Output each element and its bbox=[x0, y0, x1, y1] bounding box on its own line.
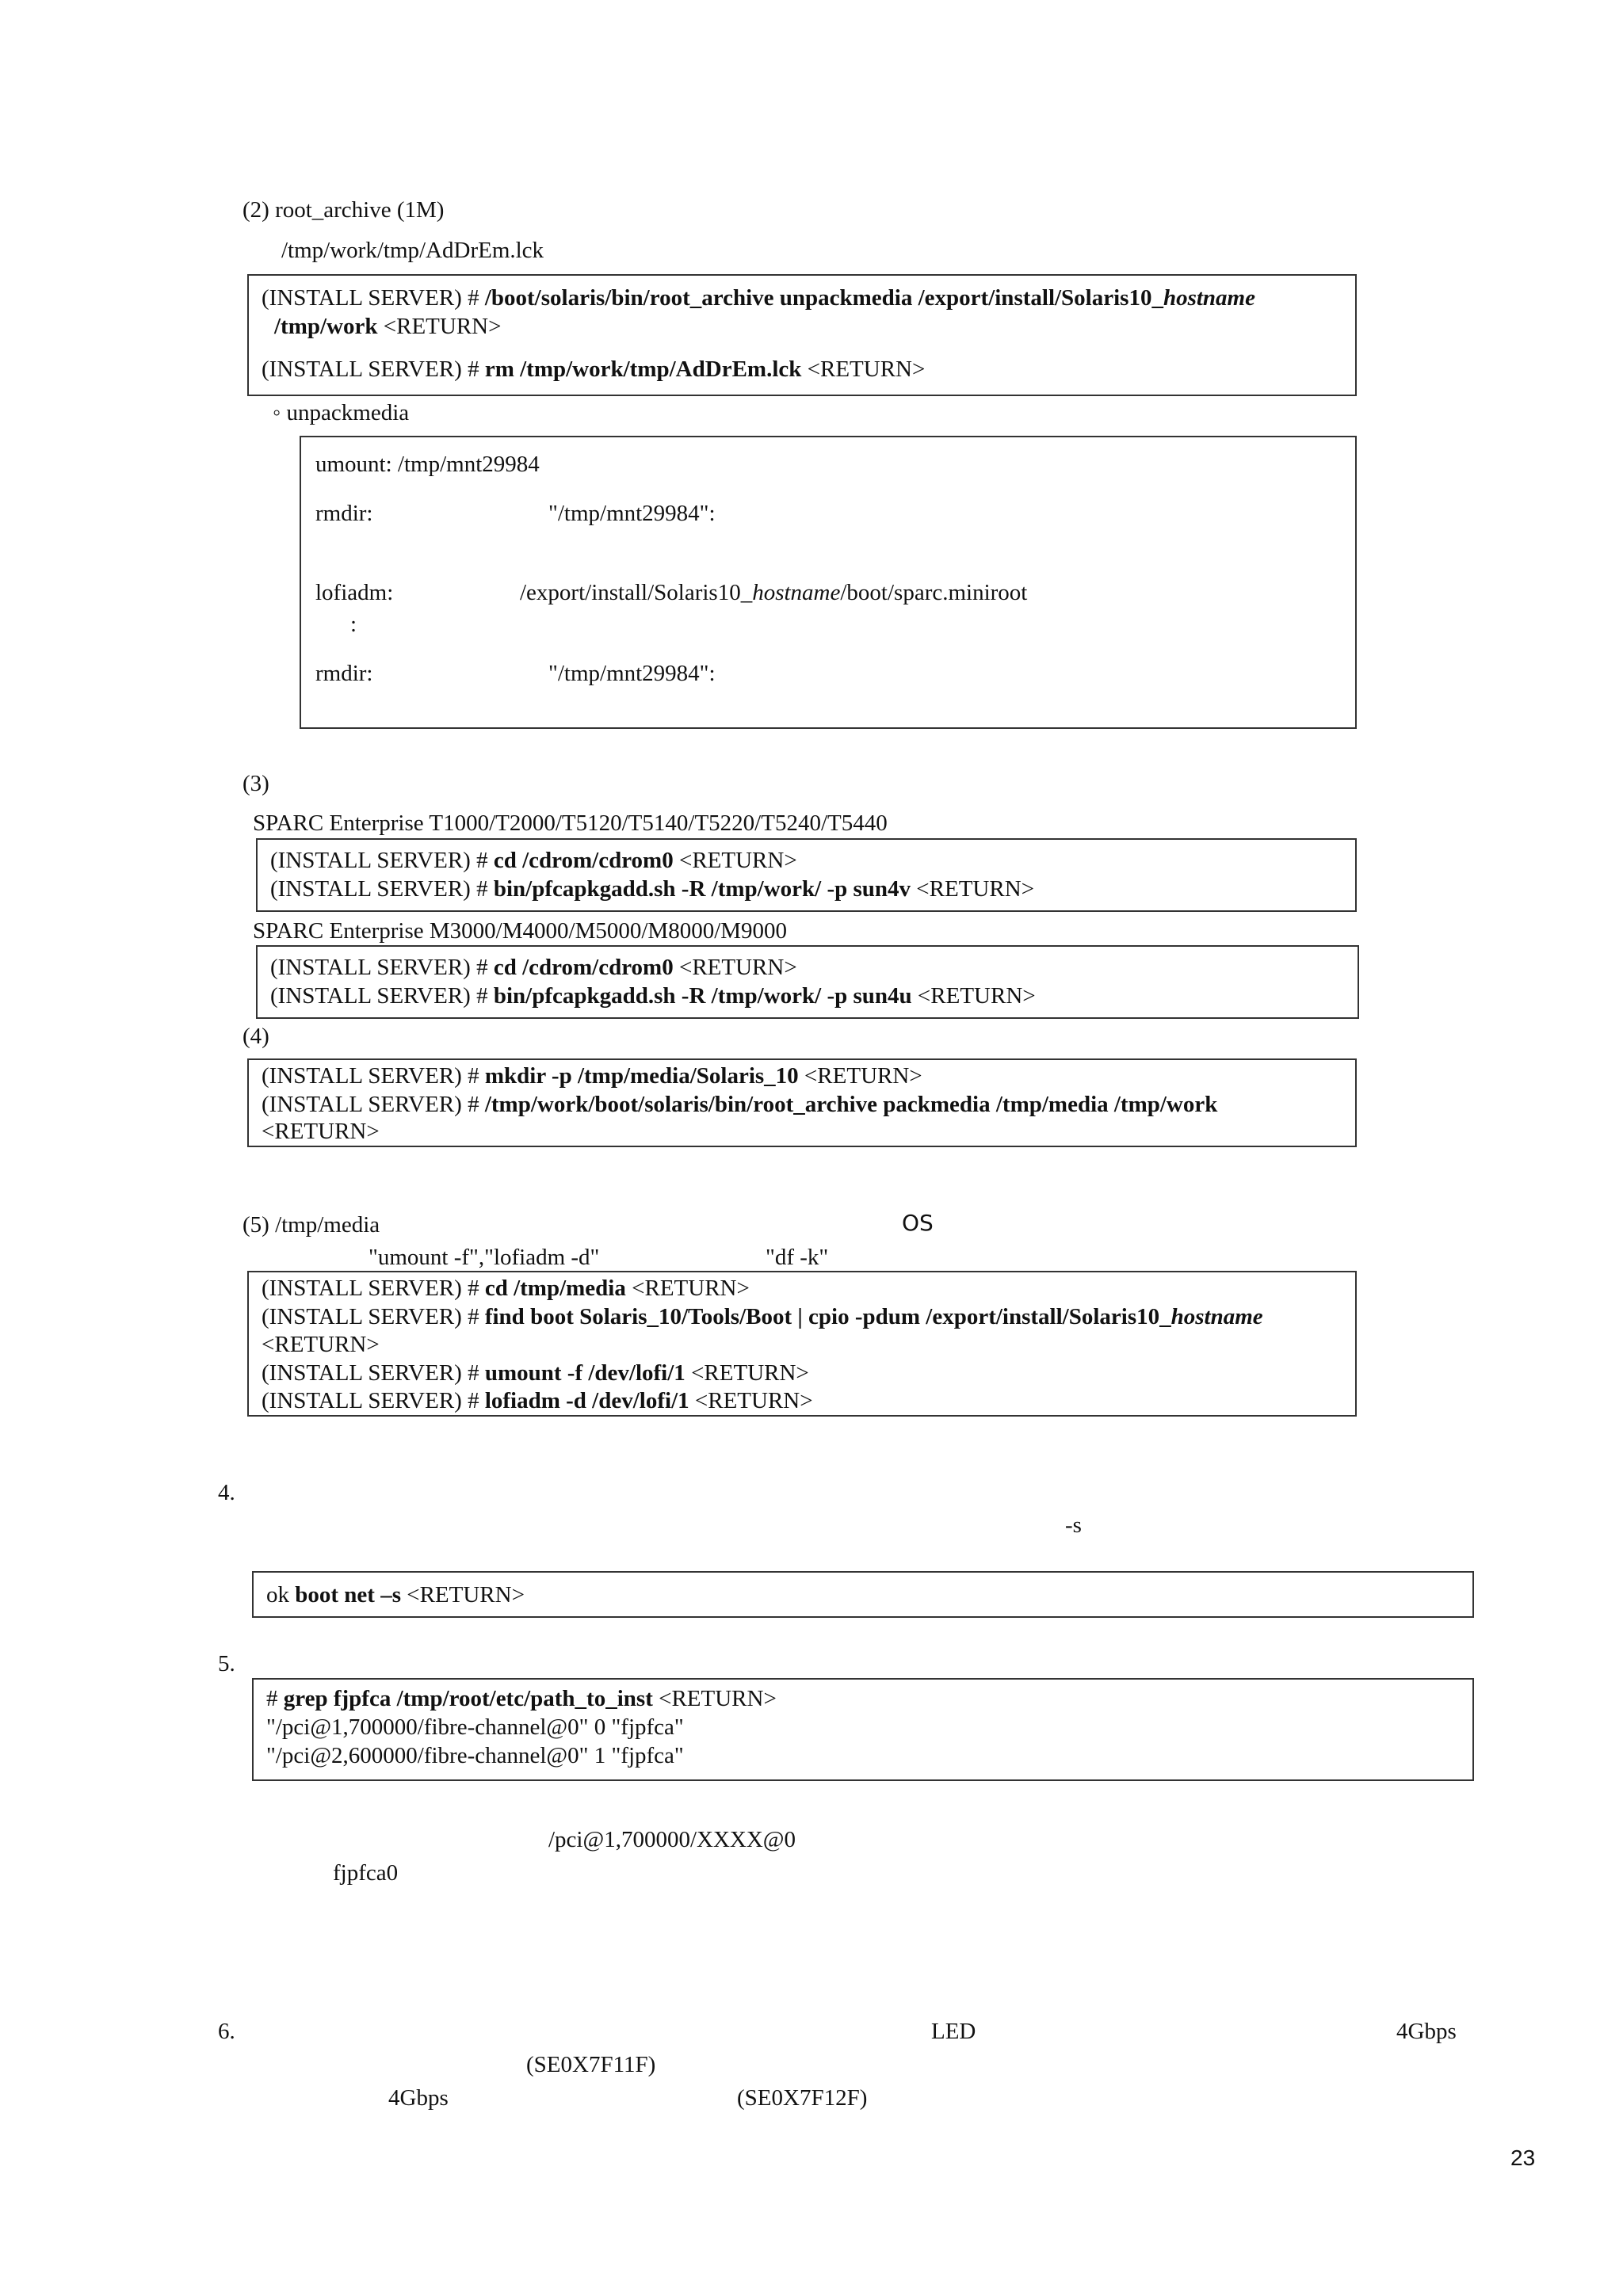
prompt: (INSTALL SERVER) # bbox=[262, 285, 485, 311]
command-line: (INSTALL SERVER) # cd /cdrom/cdrom0 <RETURN> bbox=[270, 955, 797, 980]
unpack-command-box bbox=[247, 274, 1357, 396]
command: rm /tmp/work/tmp/AdDrEm.lck bbox=[484, 357, 802, 382]
command: find boot Solaris_10/Tools/Boot | cpio -pdum /export/install/Solaris10_ bbox=[484, 1304, 1171, 1329]
output-value: /export/install/Solaris10_hostname/boot/sparc.miniroot bbox=[520, 580, 1028, 605]
prompt: (INSTALL SERVER) # bbox=[262, 357, 485, 382]
t-series-command-box bbox=[256, 838, 1357, 912]
command: umount -f /dev/lofi/1 bbox=[484, 1360, 685, 1386]
command-line: (INSTALL SERVER) # lofiadm -d /dev/lofi/1 <RETURN> bbox=[262, 1388, 813, 1413]
command: /tmp/work bbox=[274, 314, 378, 339]
command-line: (INSTALL SERVER) # bin/pfcapkgadd.sh -R /tmp/work/ -p sun4v <RETURN> bbox=[270, 876, 1035, 902]
section-2-heading: (2) root_archive (1M) bbox=[242, 197, 445, 223]
section-3-heading: (3) bbox=[242, 771, 269, 796]
command: cd /cdrom/cdrom0 bbox=[493, 848, 674, 873]
hostname-var: hostname bbox=[1170, 1304, 1263, 1329]
instance-name: fjpfca0 bbox=[333, 1860, 399, 1886]
m-series-command-box bbox=[256, 945, 1359, 1019]
umount-note: "umount -f","lofiadm -d" bbox=[369, 1245, 600, 1270]
part-number-2: (SE0X7F12F) bbox=[737, 2085, 868, 2111]
output-line: "/pci@2,600000/fibre-channel@0" 1 "fjpfca" bbox=[266, 1743, 684, 1768]
hostname-var: hostname bbox=[1163, 285, 1255, 311]
command: boot net –s bbox=[295, 1582, 401, 1608]
output-value: "/tmp/mnt29984": bbox=[548, 501, 716, 526]
t-series-label: SPARC Enterprise T1000/T2000/T5120/T5140/T5220/T5240/T5440 bbox=[253, 810, 888, 836]
section-4-heading: (4) bbox=[242, 1024, 269, 1049]
command-line: (INSTALL SERVER) # cd /cdrom/cdrom0 <RETURN> bbox=[270, 848, 797, 873]
output-label: lofiadm: bbox=[315, 580, 394, 605]
command-line: # grep fjpfca /tmp/root/etc/path_to_inst <RETURN> bbox=[266, 1686, 777, 1711]
command-line: (INSTALL SERVER) # /tmp/work/boot/solaris/bin/root_archive packmedia /tmp/media /tmp/work bbox=[262, 1092, 1218, 1117]
grep-command-box bbox=[252, 1678, 1474, 1781]
command: bin/pfcapkgadd.sh -R /tmp/work/ -p sun4v bbox=[493, 876, 911, 902]
command: bin/pfcapkgadd.sh -R /tmp/work/ -p sun4u bbox=[493, 983, 912, 1009]
unpackmedia-bullet: ◦ unpackmedia bbox=[273, 400, 410, 425]
unpack-output-box bbox=[300, 436, 1357, 729]
m-series-label: SPARC Enterprise M3000/M4000/M5000/M8000/M9000 bbox=[253, 918, 788, 944]
copy-boot-command-box bbox=[247, 1271, 1357, 1417]
hostname-var: hostname bbox=[752, 580, 841, 605]
device-path: /pci@1,700000/XXXX@0 bbox=[548, 1827, 796, 1852]
command: cd /cdrom/cdrom0 bbox=[493, 955, 674, 980]
page-number: 23 bbox=[1510, 2145, 1536, 2170]
output-line: "/pci@1,700000/fibre-channel@0" 0 "fjpfca" bbox=[266, 1714, 684, 1740]
command: /tmp/work/boot/solaris/bin/root_archive packmedia /tmp/media /tmp/work bbox=[484, 1092, 1218, 1117]
command-line: ok boot net –s <RETURN> bbox=[266, 1582, 525, 1608]
os-label: OS bbox=[902, 1210, 934, 1236]
command: lofiadm -d /dev/lofi/1 bbox=[484, 1388, 689, 1413]
return-key: <RETURN> bbox=[377, 314, 502, 339]
part-number-1: (SE0X7F11F) bbox=[526, 2052, 656, 2077]
command-line: (INSTALL SERVER) # cd /tmp/media <RETURN> bbox=[262, 1276, 750, 1301]
step-6-number: 6. bbox=[218, 2019, 235, 2044]
lock-file-path: /tmp/work/tmp/AdDrEm.lck bbox=[281, 238, 544, 263]
output-line: : bbox=[350, 612, 357, 637]
gbps-label-1: 4Gbps bbox=[1396, 2019, 1457, 2044]
command-line bbox=[262, 355, 925, 383]
section-5-heading: (5) /tmp/media bbox=[242, 1212, 380, 1238]
command-line bbox=[274, 312, 501, 341]
boot-net-command-box bbox=[252, 1571, 1474, 1618]
output-label: rmdir: bbox=[315, 661, 373, 686]
df-note: "df -k" bbox=[766, 1245, 829, 1270]
command-line: <RETURN> bbox=[262, 1332, 380, 1357]
command-line: <RETURN> bbox=[262, 1119, 380, 1144]
gbps-label-2: 4Gbps bbox=[388, 2085, 449, 2111]
single-user-flag: -s bbox=[1065, 1512, 1082, 1538]
command-line: (INSTALL SERVER) # find boot Solaris_10/Tools/Boot | cpio -pdum /export/install/Solaris10_hostname bbox=[262, 1304, 1263, 1329]
command: /boot/solaris/bin/root_archive unpackmedia /export/install/Solaris10_ bbox=[484, 285, 1163, 311]
command: mkdir -p /tmp/media/Solaris_10 bbox=[484, 1063, 799, 1089]
output-line: umount: /tmp/mnt29984 bbox=[315, 452, 540, 477]
output-label: rmdir: bbox=[315, 501, 373, 526]
command: cd /tmp/media bbox=[484, 1276, 626, 1301]
command-line: (INSTALL SERVER) # bin/pfcapkgadd.sh -R /tmp/work/ -p sun4u <RETURN> bbox=[270, 983, 1036, 1009]
command-line: (INSTALL SERVER) # mkdir -p /tmp/media/Solaris_10 <RETURN> bbox=[262, 1063, 922, 1089]
command-line: (INSTALL SERVER) # umount -f /dev/lofi/1 <RETURN> bbox=[262, 1360, 809, 1386]
packmedia-command-box bbox=[247, 1058, 1357, 1147]
led-label: LED bbox=[931, 2019, 976, 2044]
command-line bbox=[262, 284, 1255, 312]
step-4-number: 4. bbox=[218, 1480, 235, 1505]
return-key: <RETURN> bbox=[801, 357, 926, 382]
step-5-number: 5. bbox=[218, 1651, 235, 1676]
output-value: "/tmp/mnt29984": bbox=[548, 661, 716, 686]
command: grep fjpfca /tmp/root/etc/path_to_inst bbox=[283, 1686, 653, 1711]
